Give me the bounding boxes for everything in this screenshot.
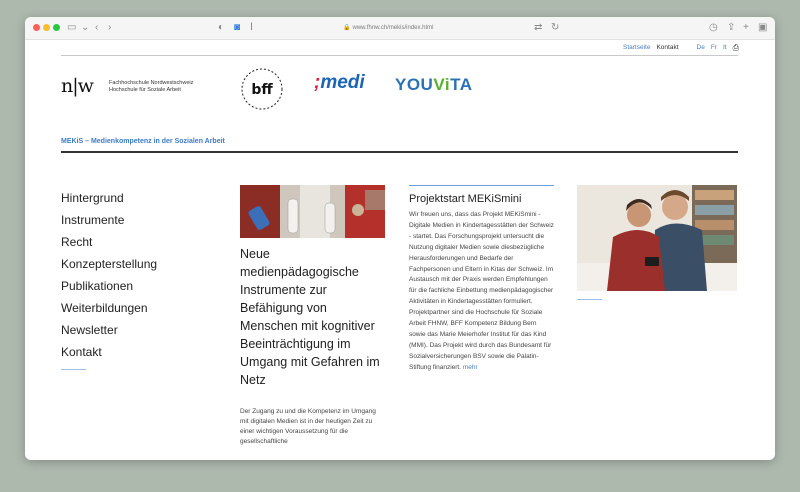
language-de[interactable]: De xyxy=(696,44,705,51)
sidebar-item-konzepterstellung[interactable]: Konzepterstellung xyxy=(61,257,158,271)
address-text: www.fhnw.ch/mekis/index.html xyxy=(352,25,434,31)
news-card xyxy=(409,185,554,374)
medi-logo[interactable] xyxy=(314,72,365,94)
sidebar-item-weiterbildungen[interactable]: Weiterbildungen xyxy=(61,301,148,315)
sidebar-toggle-icon[interactable]: ▭ xyxy=(67,22,77,33)
translate-icon[interactable]: ⇄ xyxy=(534,22,543,33)
youvita-logo[interactable] xyxy=(395,75,473,95)
utility-link-home[interactable]: Startseite xyxy=(623,44,651,51)
address-bar[interactable] xyxy=(343,22,513,34)
teaser-text: Der Zugang zu und die Kompetenz im Umgang mit digitalen Medien ist in der heutigen Zeit zu einer wichtigen Voraussetzung für die gesellschaftliche xyxy=(240,408,376,445)
share-icon[interactable]: ⇪ xyxy=(727,22,736,33)
site-title[interactable]: MEKiS – Medienkompetenz in der Sozialen Arbeit xyxy=(61,138,225,145)
youvita-logo-text: YOUViTA xyxy=(395,75,473,94)
privacy-shield-icon[interactable]: ◐ xyxy=(218,22,225,33)
sidebar-nav xyxy=(61,187,157,370)
bff-logo[interactable] xyxy=(236,63,288,115)
language-it[interactable]: It xyxy=(722,44,727,51)
sidebar-item-newsletter[interactable]: Newsletter xyxy=(61,323,118,337)
photo-card xyxy=(577,185,737,300)
header-divider xyxy=(61,151,738,153)
camera-icon[interactable]: ◙ xyxy=(234,22,241,33)
sidebar-item-kontakt[interactable]: Kontakt xyxy=(61,345,102,359)
lock-icon: 🔒 xyxy=(343,25,351,31)
browser-window xyxy=(25,17,775,460)
news-body: Wir freuen uns, dass das Projekt MEKiSmini - Digitale Medien in Kindertagesstätten der Schweiz - startet. Das Forschungsprojekt untersucht die Nutzung digitaler Medien sowie diesbezügliche Herausforderungen und Bedarfe der Fachpersonen und Eltern in Kitas der Schweiz. Im Austausch mit der Praxis werden Empfehlungen für die fachliche Einbettung medienpädagogischer Aktivitäten in Kindertagesstätten formuliert. Projektpartner sind die Hochschule für Soziale Arbeit FHNW, BFF Kompetenz Bildung Bern sowie das Marie Meierhofer Institut für das Kind (MMI). Das Projekt wird durch das Bundesamt für Sozialversicherungen BSV sowie die Palatin-Stiftung finanziert. xyxy=(409,211,554,371)
close-window-button[interactable] xyxy=(33,24,40,31)
fhnw-logo-text xyxy=(109,80,249,94)
family-photo[interactable] xyxy=(577,185,737,291)
bff-logo-text: bff xyxy=(251,82,273,98)
text-cursor-icon[interactable]: Ⅰ xyxy=(250,22,253,33)
divider xyxy=(61,55,738,56)
news-divider xyxy=(409,185,554,186)
reload-icon[interactable]: ↻ xyxy=(551,22,560,33)
news-title[interactable]: Projektstart MEKiSmini xyxy=(409,193,522,205)
fhnw-logo[interactable]: n|w xyxy=(61,75,93,97)
news-text xyxy=(409,210,554,374)
utility-nav xyxy=(623,43,739,53)
sidebar-item-publikationen[interactable]: Publikationen xyxy=(61,279,134,293)
utility-link-contact[interactable]: Kontakt xyxy=(656,44,679,51)
chevron-down-icon[interactable]: ⌄ xyxy=(81,22,90,33)
print-icon[interactable]: ⎙ xyxy=(732,43,739,52)
minimize-window-button[interactable] xyxy=(43,24,50,31)
add-tab-icon[interactable]: + xyxy=(743,22,749,33)
more-link[interactable]: mehr xyxy=(462,363,478,371)
sidebar-item-hintergrund[interactable]: Hintergrund xyxy=(61,191,124,205)
tab-overview-icon[interactable]: ▣ xyxy=(758,22,768,33)
teaser-card xyxy=(240,185,385,447)
forward-icon[interactable]: › xyxy=(108,22,112,33)
photo-divider xyxy=(577,299,602,300)
medi-logo-text: ;medi xyxy=(314,72,365,93)
language-fr[interactable]: Fr xyxy=(710,44,717,51)
nav-divider xyxy=(61,369,86,370)
keys-image[interactable] xyxy=(240,185,385,238)
browser-toolbar xyxy=(25,17,775,40)
teaser-headline[interactable]: Neue medienpädagogische Instrumente zur Befähigung von Menschen mit kognitiver Beeinträchtigung im Umgang mit Gefahren im Netz xyxy=(240,247,380,387)
back-icon[interactable]: ‹ xyxy=(95,22,99,33)
fhnw-line-1: Fachhochschule Nordwestschweiz xyxy=(109,80,194,86)
maximize-window-button[interactable] xyxy=(53,24,60,31)
sidebar-item-instrumente[interactable]: Instrumente xyxy=(61,213,125,227)
sidebar-item-recht[interactable]: Recht xyxy=(61,235,93,249)
history-icon[interactable]: ◷ xyxy=(709,22,718,33)
fhnw-line-2: Hochschule für Soziale Arbeit xyxy=(109,87,181,93)
